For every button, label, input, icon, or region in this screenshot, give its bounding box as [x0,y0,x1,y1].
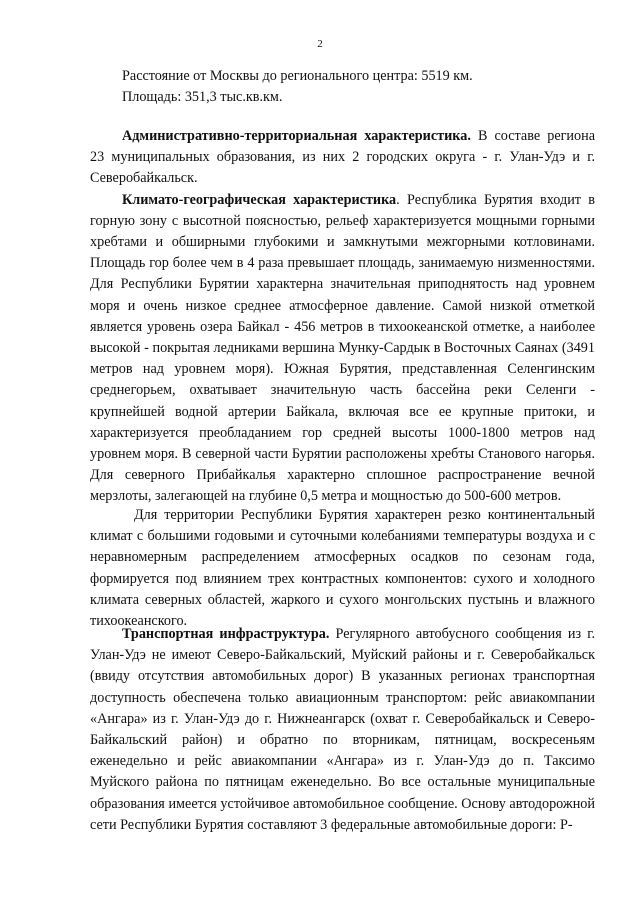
transport-heading: Транспортная инфраструктура. [122,626,330,642]
page-number: 2 [317,38,323,50]
transport-text: Регулярного автобусного сообщения из г. Улан-Удэ не имеют Северо-Байкальский, Муйский районы и г. Северобайкальск (ввиду отсутствия автомобильных дорог) В указанных регионах транспортная доступность обеспечена только авиационным транспортом: рейс авиакомпании «Ангара» из г. Улан-Удэ до г. Нижнеангарск (охват г. Северобайкальск и Северо-Байкальский район) и обратно по вторникам, пятницам, воскресеньям еженедельно и рейс авиакомпании «Ангара» из г. Улан-Удэ до п. Таксимо Муйского района по пятницам еженедельно. Во все остальные муниципальные образования имеется устойчивое автомобильное сообщение. Основу автодорожной сети Республики Бурятия составляют 3 федеральные автомобильные дороги: Р- [90,626,595,833]
main-block [90,126,595,508]
geo-heading: Климато-географическая характеристика [122,191,397,208]
transport-paragraph [90,624,595,836]
admin-text: В составе региона 23 муниципальных образования, из них 2 городских округа - г. Улан-Удэ и г. Северобайкальск. [90,128,596,187]
climate-paragraph: Для территории Республики Бурятия характерен резко континентальный климат с большими годовыми и суточными колебаниями температуры воздуха и с неравномерным распределением атмосферных осадков по сезонам года, формируется под влиянием трех контрастных компонентов: сухого и холодного климата северных областей, жаркого и сухого монгольских пустынь и влажного тихоокеанского. [90,507,595,630]
admin-heading: Административно-территориальная характеристика. [122,128,471,144]
climate-block [90,505,595,632]
transport-block [90,624,595,836]
admin-paragraph [90,126,595,190]
geo-text: . Республика Бурятия входит в горную зону с высотной поясностью, рельеф характеризуется мощными горными хребтами и обширными глубокими и замкнутыми межгорными котловинами. Площадь гор более чем в 4 раза превышает площадь, занимаемую низменностями. Для Республики Бурятии характерна значительная приподнятость над уровнем моря и очень низкое среднее атмосферное давление. Самой низкой отметкой является уровень озера Байкал - 456 метров в тихоокеанской отметке, а наиболее высокой - покрытая ледниками вершина Мунку-Сардык в Восточных Саянах (3491 метров над уровнем моря). Южная Бурятия, представленная Селенгинским среднегорьем, охватывает значительную часть бассейна реки Селенги - крупнейшей водной артерии Байкала, включая все ее крупные притоки, и характеризуется преобладанием гор средней высоты 1000-1800 метров над уровнем моря. В северной части Бурятии расположены хребты Станового нагорья. Для северного Прибайкалья характерно сплошное распространение вечной мерзлоты, залегающей на глубине 0,5 метра и мощностью до 500-600 метров. [90,191,595,505]
geo-paragraph [90,190,595,508]
area-line: Площадь: 351,3 тыс.кв.км. [122,89,283,106]
distance-line: Расстояние от Москвы до регионального центра: 5519 км. [122,68,473,84]
intro-block [90,66,595,108]
